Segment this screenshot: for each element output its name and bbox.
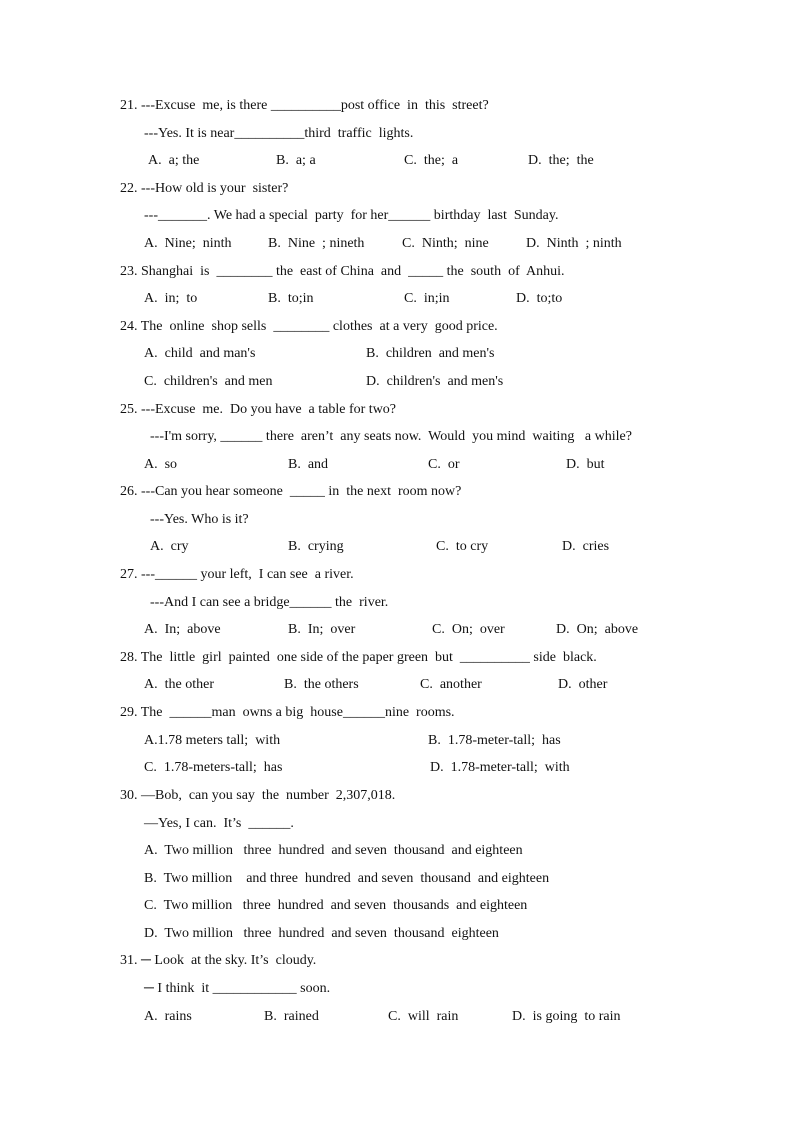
- question-25-option-d: D. but: [566, 457, 605, 472]
- question-24-option-d: D. children's and men's: [366, 374, 504, 389]
- question-26-option-a: A. cry: [150, 539, 189, 554]
- question-27-option-b: B. In; over: [288, 622, 356, 637]
- question-31-line2: ─ I think it ____________ soon.: [144, 981, 331, 996]
- question-30-option-b: B. Two million and three hundred and seven thousand and eighteen: [144, 871, 550, 886]
- question-23-option-b: B. to;in: [268, 291, 314, 306]
- question-31-option-a: A. rains: [144, 1009, 192, 1024]
- question-24-option-a: A. child and man's: [144, 346, 256, 361]
- question-22-option-b: B. Nine ; nineth: [268, 236, 365, 251]
- question-27-line2: ---And I can see a bridge______ the river.: [150, 595, 389, 610]
- question-21-line2: ---Yes. It is near__________third traffic lights.: [144, 126, 414, 141]
- question-23-option-d: D. to;to: [516, 291, 563, 306]
- question-27-option-d: D. On; above: [556, 622, 639, 637]
- question-26-stem: 26. ---Can you hear someone _____ in the next room now?: [120, 484, 462, 499]
- question-30-stem: 30. —Bob, can you say the number 2,307,018.: [120, 788, 396, 803]
- question-30-option-d: D. Two million three hundred and seven thousand eighteen: [144, 926, 499, 941]
- question-28-option-d: D. other: [558, 677, 608, 692]
- question-27-option-c: C. On; over: [432, 622, 505, 637]
- question-27-option-a: A. In; above: [144, 622, 221, 637]
- question-30-option-a: A. Two million three hundred and seven thousand and eighteen: [144, 843, 523, 858]
- question-29-option-c: C. 1.78-meters-tall; has: [144, 760, 283, 775]
- question-25-line2: ---I'm sorry, ______ there aren’t any seats now. Would you mind waiting a while?: [150, 429, 632, 444]
- question-29-option-b: B. 1.78-meter-tall; has: [428, 733, 561, 748]
- question-26-option-c: C. to cry: [436, 539, 489, 554]
- question-25-option-a: A. so: [144, 457, 178, 472]
- question-30-line2: —Yes, I can. It’s ______.: [144, 816, 294, 831]
- question-31-option-d: D. is going to rain: [512, 1009, 621, 1024]
- question-27-stem: 27. ---______ your left, I can see a river.: [120, 567, 354, 582]
- question-24-option-b: B. children and men's: [366, 346, 495, 361]
- question-29-stem: 29. The ______man owns a big house______nine rooms.: [120, 705, 455, 720]
- question-29-option-d: D. 1.78-meter-tall; with: [430, 760, 570, 775]
- question-23-option-c: C. in;in: [404, 291, 450, 306]
- question-22-option-a: A. Nine; ninth: [144, 236, 232, 251]
- question-23-stem: 23. Shanghai is ________ the east of China and _____ the south of Anhui.: [120, 264, 565, 279]
- question-23-option-a: A. in; to: [144, 291, 198, 306]
- question-22-option-c: C. Ninth; nine: [402, 236, 489, 251]
- question-21-option-b: B. a; a: [276, 153, 316, 168]
- question-21-option-a: A. a; the: [148, 153, 200, 168]
- question-21-stem: 21. ---Excuse me, is there __________post office in this street?: [120, 98, 489, 113]
- question-24-stem: 24. The online shop sells ________ clothes at a very good price.: [120, 319, 498, 334]
- question-25-stem: 25. ---Excuse me. Do you have a table for two?: [120, 402, 397, 417]
- question-28-option-a: A. the other: [144, 677, 214, 692]
- question-21-option-d: D. the; the: [528, 153, 594, 168]
- question-30-option-c: C. Two million three hundred and seven thousands and eighteen: [144, 898, 528, 913]
- question-28-stem: 28. The little girl painted one side of the paper green but __________ side black.: [120, 650, 597, 665]
- question-26-option-d: D. cries: [562, 539, 610, 554]
- question-31-option-c: C. will rain: [388, 1009, 459, 1024]
- question-24-option-c: C. children's and men: [144, 374, 273, 389]
- question-31-stem: 31. ─ Look at the sky. It’s cloudy.: [120, 953, 317, 968]
- question-25-option-b: B. and: [288, 457, 329, 472]
- question-28-option-b: B. the others: [284, 677, 359, 692]
- question-22-line2: ---_______. We had a special party for her______ birthday last Sunday.: [144, 208, 559, 223]
- question-22-stem: 22. ---How old is your sister?: [120, 181, 289, 196]
- question-26-option-b: B. crying: [288, 539, 344, 554]
- question-25-option-c: C. or: [428, 457, 460, 472]
- question-29-option-a: A.1.78 meters tall; with: [144, 733, 281, 748]
- question-28-option-c: C. another: [420, 677, 482, 692]
- question-26-line2: ---Yes. Who is it?: [150, 512, 249, 527]
- question-31-option-b: B. rained: [264, 1009, 319, 1024]
- question-22-option-d: D. Ninth ; ninth: [526, 236, 622, 251]
- question-21-option-c: C. the; a: [404, 153, 459, 168]
